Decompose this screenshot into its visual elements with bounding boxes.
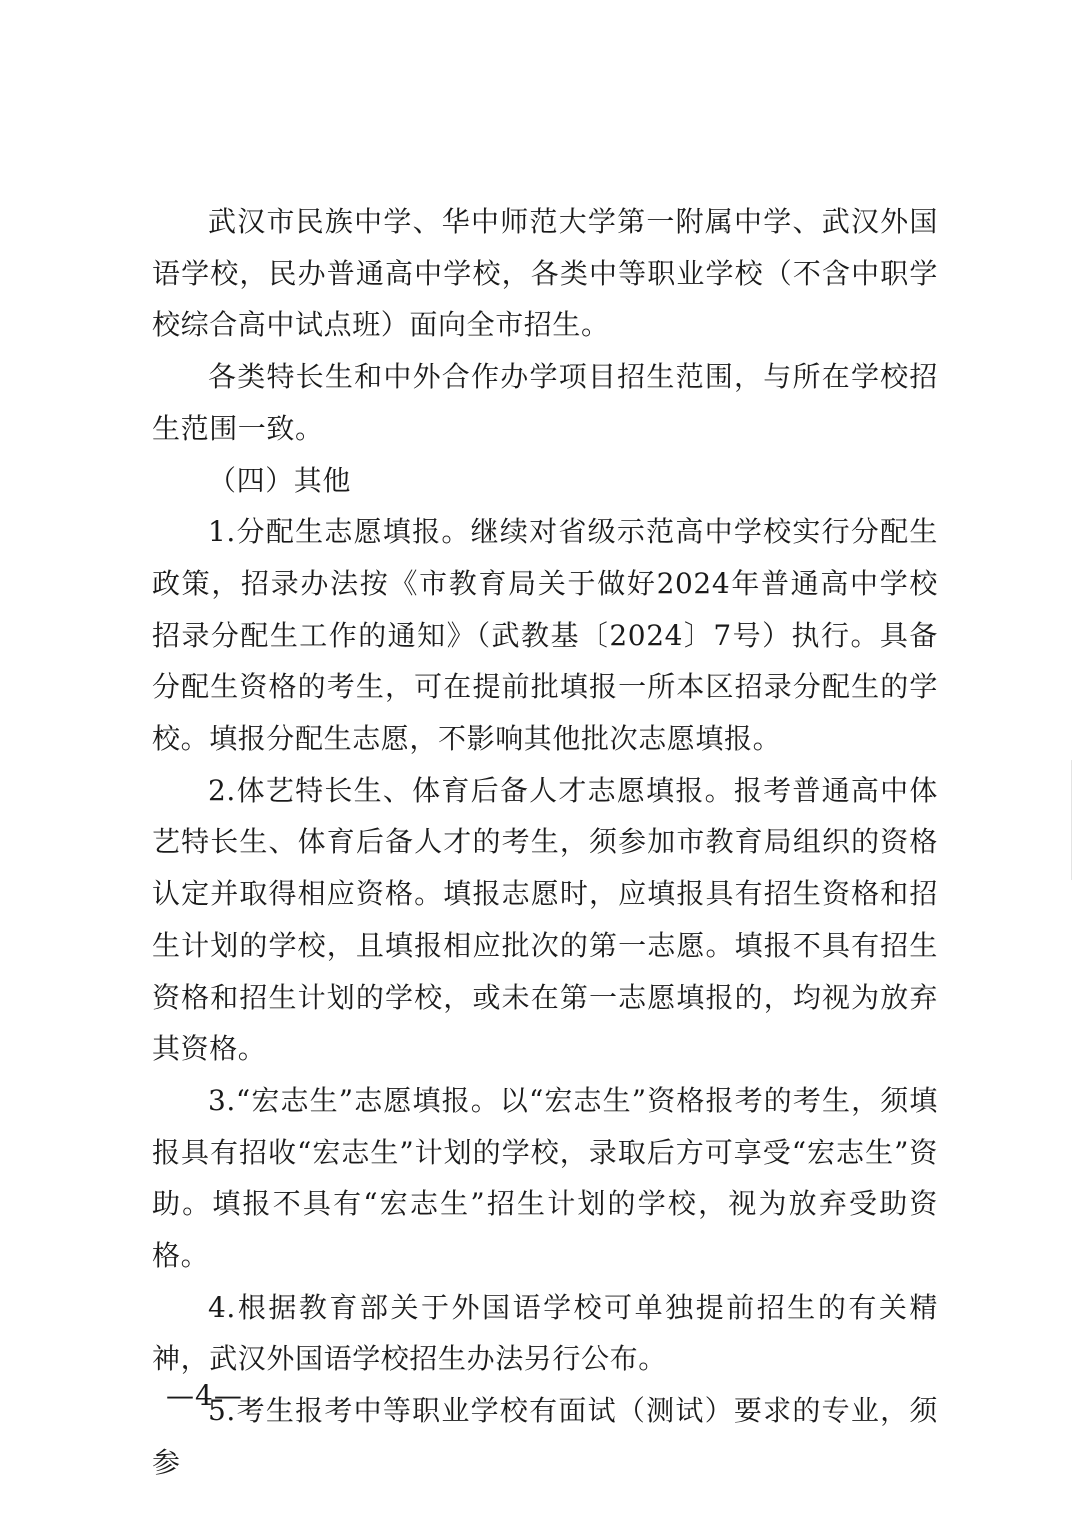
section-heading-other: （四）其他 bbox=[208, 463, 352, 497]
body-text bbox=[152, 196, 938, 1489]
scan-edge-mark bbox=[1071, 760, 1072, 880]
item-vocational-interview: 5.考生报考中等职业学校有面试（测试）要求的专业，须参 bbox=[152, 1394, 938, 1479]
item-sports-arts-students: 2.体艺特长生、体育后备人才志愿填报。报考普通高中体艺特长生、体育后备人才的考生，须参加市教育局组织的资格认定并取得相应资格。填报志愿时，应填报具有招生资格和招生计划的学校，且填报相应批次的第一志愿。填报不具有招生资格和招生计划的学校，或未在第一志愿填报的，均视为放弃其资格。 bbox=[152, 773, 938, 1066]
item-allocation-students: 1.分配生志愿填报。继续对省级示范高中学校实行分配生政策，招录办法按《市教育局关于做好2024年普通高中学校招录分配生工作的通知》（武教基〔2024〕7号）执行。具备分配生资格的考生，可在提前批填报一所本区招录分配生的学校。填报分配生志愿，不影响其他批次志愿填报。 bbox=[152, 515, 938, 756]
page-number: —4— bbox=[166, 1379, 243, 1412]
item-foreign-language-school: 4.根据教育部关于外国语学校可单独提前招生的有关精神，武汉外国语学校招生办法另行公布。 bbox=[152, 1290, 938, 1376]
item-hongzhi-students: 3.“宏志生”志愿填报。以“宏志生”资格报考的考生，须填报具有招收“宏志生”计划的学校，录取后方可享受“宏志生”资助。填报不具有“宏志生”招生计划的学校，视为放弃受助资格。 bbox=[152, 1083, 938, 1273]
paragraph-enrollment-scope: 武汉市民族中学、华中师范大学第一附属中学、武汉外国语学校，民办普通高中学校，各类中等职业学校（不含中职学校综合高中试点班）面向全市招生。 bbox=[152, 205, 938, 342]
paragraph-specialty-scope: 各类特长生和中外合作办学项目招生范围，与所在学校招生范围一致。 bbox=[152, 360, 938, 445]
